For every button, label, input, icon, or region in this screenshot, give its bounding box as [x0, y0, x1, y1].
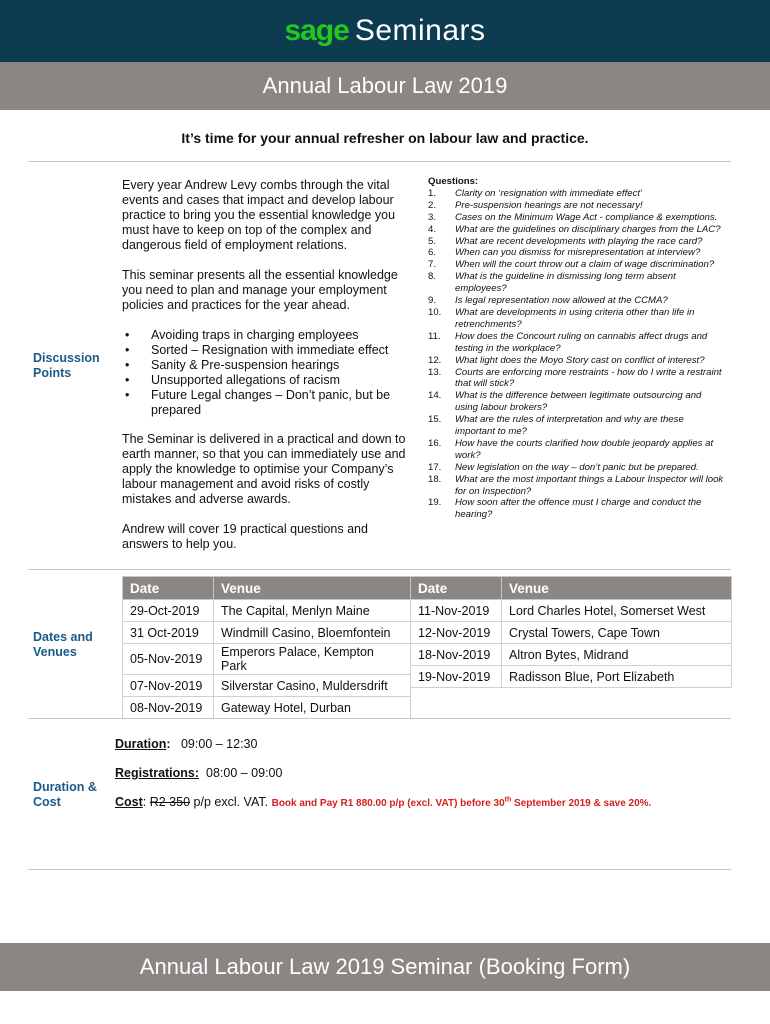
column-header-date: Date [123, 577, 214, 600]
list-item: • Avoiding traps in charging employees [151, 328, 414, 343]
table-row [411, 622, 732, 644]
discussion-text [122, 178, 414, 567]
question-item: 2. Pre-suspension hearings are not necessary! [428, 199, 643, 211]
venue-date-cell: 18-Nov-2019 [411, 644, 502, 666]
question-item: 6. When can you dismiss for misrepresentation at interview? [428, 247, 701, 259]
question-item: 5. What are recent developments with playing the race card? [428, 235, 703, 247]
list-item: • Unsupported allegations of racism [151, 373, 414, 388]
venue-date-cell: 19-Nov-2019 [411, 666, 502, 688]
question-item: 9. Is legal representation now allowed at the CCMA? [428, 295, 668, 307]
venue-venue-cell: Silverstar Casino, Muldersdrift [214, 675, 411, 697]
table-row [123, 697, 411, 719]
registrations-value: 08:00 – 09:00 [206, 766, 283, 780]
venue-date-cell: 12-Nov-2019 [411, 622, 502, 644]
column-header-date: Date [411, 577, 502, 600]
venue-venue-cell: Altron Bytes, Midrand [502, 644, 732, 666]
sage-logo-text: sage [284, 14, 349, 47]
venue-venue-cell: Emperors Palace, Kempton Park [214, 644, 411, 675]
table-row [411, 600, 732, 622]
question-item: 8. What is the guideline in dismissing long term absent employees? [428, 271, 676, 295]
divider [28, 161, 731, 162]
question-item: 14. What is the difference between legitimate outsourcing and using labour brokers? [428, 390, 702, 414]
question-item: 10. What are developments in using criteria other than life in retrenchments? [428, 306, 695, 330]
brand-logo [284, 14, 485, 48]
section-label-cost: Duration & Cost [33, 780, 97, 809]
page-title: Annual Labour Law 2019 [0, 62, 770, 110]
question-item: 19. How soon after the offence must I charge and conduct the hearing? [428, 497, 702, 521]
price-suffix: p/p excl. VAT. [193, 795, 269, 809]
divider [28, 869, 731, 870]
column-header-venue: Venue [214, 577, 411, 600]
page-subtitle: It’s time for your annual refresher on labour law and practice. [181, 130, 589, 146]
intro-paragraph: Every year Andrew Levy combs through the vital events and cases that impact and develop labour practice to bring you the essential knowledge you must have to keep on top of the complex and dangerous field of employment relations. [122, 178, 396, 252]
table-row [411, 644, 732, 666]
table-row [411, 666, 732, 688]
old-price: R2 350 [149, 795, 191, 809]
question-item: 16. How have the courts clarified how double jeopardy applies at work? [428, 437, 714, 461]
table-row [123, 622, 411, 644]
question-item: 11. How does the Concourt ruling on cannabis affect drugs and testing in the workplace? [428, 330, 708, 354]
question-item: 13. Courts are enforcing more restraints - how do I write a restraint that will stick? [428, 366, 722, 390]
venues-table-right [410, 576, 732, 688]
venue-venue-cell: Gateway Hotel, Durban [214, 697, 411, 719]
intro-paragraph-2: This seminar presents all the essential knowledge you need to plan and manage your employment policies and practices for the year ahead. [122, 268, 398, 312]
question-item: 15. What are the rules of interpretation and why are these important to me? [428, 414, 684, 438]
list-item: • Sorted – Resignation with immediate effect [151, 343, 414, 358]
venue-date-cell: 11-Nov-2019 [411, 600, 502, 622]
duration-label: Duration [115, 737, 167, 751]
question-item: 12. What light does the Moyo Story cast on conflict of interest? [428, 354, 705, 366]
question-item: 3. Cases on the Minimum Wage Act - compliance & exemptions. [428, 211, 718, 223]
bullet-list [122, 328, 414, 418]
venue-date-cell: 08-Nov-2019 [123, 697, 214, 719]
venue-venue-cell: The Capital, Menlyn Maine [214, 600, 411, 622]
cost-line: Cost: R2 350 p/p excl. VAT. Book and Pay R1 880.00 p/p (excl. VAT) before 30th September 2019 & save 20%. [115, 795, 652, 809]
list-item: • Future Legal changes – Don’t panic, but be prepared [151, 388, 414, 418]
divider [28, 718, 731, 719]
question-item: 18. What are the most important things a Labour Inspector will look for on Inspection? [428, 473, 724, 497]
venue-venue-cell: Lord Charles Hotel, Somerset West [502, 600, 732, 622]
venue-date-cell: 29-Oct-2019 [123, 600, 214, 622]
section-label-venues: Dates and Venues [33, 630, 93, 659]
table-row [123, 600, 411, 622]
venue-venue-cell: Radisson Blue, Port Elizabeth [502, 666, 732, 688]
venue-date-cell: 07-Nov-2019 [123, 675, 214, 697]
venue-venue-cell: Crystal Towers, Cape Town [502, 622, 732, 644]
registrations-label: Registrations: [115, 766, 200, 780]
early-bird-offer: Book and Pay R1 880.00 p/p (excl. VAT) before 30th September 2019 & save 20%. [271, 796, 652, 809]
column-header-venue: Venue [502, 577, 732, 600]
divider [28, 569, 731, 570]
closing-paragraph: Andrew will cover 19 practical questions and answers to help you. [122, 522, 368, 551]
registrations-line [115, 766, 282, 780]
table-row [123, 675, 411, 697]
booking-form-title: Annual Labour Law 2019 Seminar (Booking Form) [0, 943, 770, 991]
table-row [123, 644, 411, 675]
header-banner [0, 0, 770, 62]
venues-table-left [122, 576, 411, 719]
duration-line: Duration: 09:00 – 12:30 [115, 737, 258, 751]
cost-label: Cost [115, 795, 143, 809]
venue-venue-cell: Windmill Casino, Bloemfontein [214, 622, 411, 644]
duration-value: 09:00 – 12:30 [180, 737, 258, 751]
questions-title: Questions: [428, 176, 479, 187]
delivery-paragraph: The Seminar is delivered in a practical and down to earth manner, so that you can immediately use and apply the knowledge to optimise your Company’s labour management and avoid risks of costly mistakes and adverse awards. [122, 432, 406, 506]
questions-list [428, 176, 724, 521]
section-label-discussion: Discussion Points [33, 351, 100, 380]
question-item: 7. When will the court throw out a claim of wage discrimination? [428, 259, 715, 271]
question-item: 17. New legislation on the way – don’t panic but be prepared. [428, 461, 699, 473]
brand-seminars: Seminars [354, 14, 486, 47]
venue-date-cell: 31 Oct-2019 [123, 622, 214, 644]
question-item: 4. What are the guidelines on disciplinary charges from the LAC? [428, 223, 721, 235]
venue-date-cell: 05-Nov-2019 [123, 644, 214, 675]
question-item: 1. Clarity on ‘resignation with immediate effect’ [428, 187, 643, 199]
list-item: • Sanity & Pre-suspension hearings [151, 358, 414, 373]
